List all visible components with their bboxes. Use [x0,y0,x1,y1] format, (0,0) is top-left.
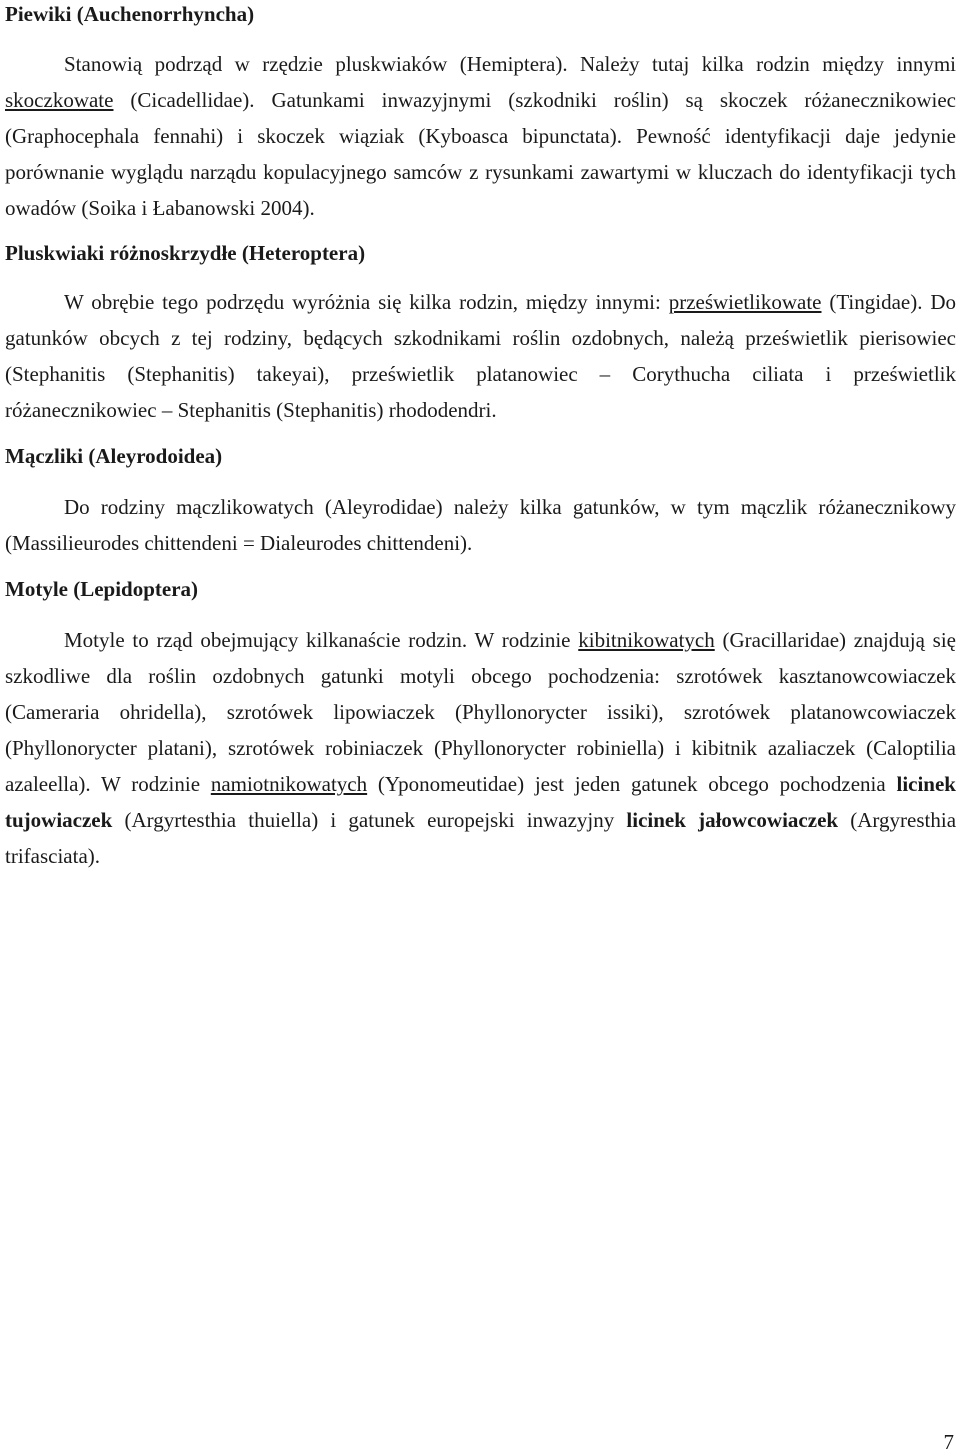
text-run: (Cicadellidae). Gatunkami inwazyjnymi (szkodniki roślin) są skoczek różanecznikowiec (Graphocephala fennahi) i skoczek wiąziak (Kyboasca bipunctata). Pewność identyfikacji daje jedynie porównanie wyglądu narządu kopulacyjnego samców z rysunkami zawartymi w kluczach do identyfikacji tych owadów (Soika i Łabanowski 2004). [5,88,956,220]
section-paragraph-piewiki [5,46,956,226]
underlined-term: kibitnikowatych [578,628,715,652]
text-run: (Yponomeutidae) jest jeden gatunek obcego pochodzenia [367,772,897,796]
text-run: Do rodziny mączlikowatych (Aleyrodidae) należy kilka gatunków, w tym mączlik różanecznikowy (Massilieurodes chittendeni = Dialeurodes chittendeni). [5,495,956,555]
bold-term: licinek jałowcowiaczek [626,808,839,832]
underlined-term: namiotnikowatych [210,772,368,796]
text-run: (Argyresthia trifasciata). [5,808,957,868]
section-heading-maczliki: Mączliki (Aleyrodoidea) [5,444,223,468]
underlined-term: skoczkowate [5,88,114,112]
bold-term: licinek tujowiaczek [5,772,956,832]
underlined-term: prześwietlikowate [668,290,822,314]
section-heading-piewiki: Piewiki (Auchenorrhyncha) [5,2,255,26]
section-paragraph-pluskwiaki [5,284,956,428]
document-content [5,0,956,874]
text-run: (Gracillaridae) znajdują się szkodliwe dla roślin ozdobnych gatunki motyli obcego pochodzenia: szrotówek kasztanowcowiaczek (Cameraria ohridella), szrotówek lipowiaczek (Phyllonorycter issiki), szrotówek platanowcowiaczek (Phyllonorycter platani), szrotówek robiniaczek (Phyllonorycter robiniella) i kibitnik azaliaczek (Caloptilia azaleella). W rodzinie [5,628,956,796]
text-run: W obrębie tego podrzędu wyróżnia się kilka rodzin, między innymi: [64,290,669,314]
text-run: Stanowią podrząd w rzędzie pluskwiaków (Hemiptera). Należy tutaj kilka rodzin między innymi [64,52,956,76]
page-number: 7 [943,1430,954,1454]
text-run: (Argyrtesthia thuiella) i gatunek europejski inwazyjny [112,808,627,832]
section-paragraph-maczliki [5,489,956,561]
section-paragraph-motyle [5,622,956,874]
section-heading-pluskwiaki: Pluskwiaki różnoskrzydłe (Heteroptera) [5,241,366,265]
text-run: Motyle to rząd obejmujący kilkanaście rodzin. W rodzinie [64,628,579,652]
text-run: (Tingidae). Do gatunków obcych z tej rodziny, będących szkodnikami roślin ozdobnych, należą prześwietlik pierisowiec (Stephanitis (Stephanitis) takeyai), prześwietlik platanowiec – Corythucha ciliata i prześwietlik różanecznikowiec – Stephanitis (Stephanitis) rhododendri. [5,290,956,422]
section-heading-motyle: Motyle (Lepidoptera) [5,577,199,601]
